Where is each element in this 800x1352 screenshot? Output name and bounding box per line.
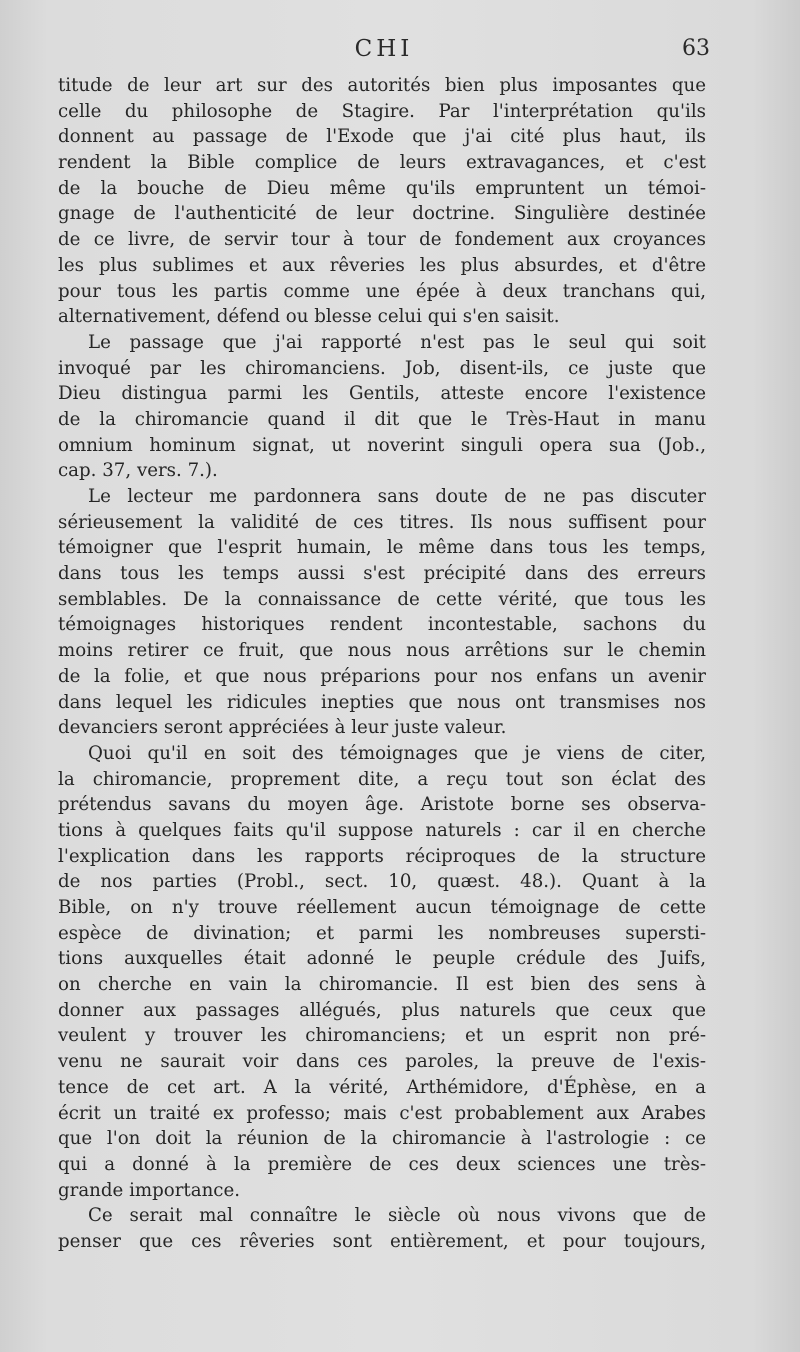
running-title: CHI: [354, 36, 414, 62]
text-line: pour tous les partis comme une épée à deux tranchans qui,: [58, 280, 706, 302]
text-line: prétendus savans du moyen âge. Aristote borne ses observa-: [58, 794, 706, 816]
text-line: dans tous les temps aussi s'est précipité dans des erreurs: [58, 563, 706, 585]
text-line: cap. 37, vers. 7.).: [58, 460, 218, 482]
text-line: les plus sublimes et aux rêveries les plus absurdes, et d'être: [58, 254, 706, 276]
text-line: donnent au passage de l'Exode que j'ai cité plus haut, ils: [58, 126, 706, 148]
text-line: gnage de l'authenticité de leur doctrine. Singulière destinée: [58, 203, 706, 225]
text-line: Dieu distingua parmi les Gentils, atteste encore l'existence: [58, 383, 706, 405]
text-line: témoignages historiques rendent incontestable, sachons du: [58, 614, 706, 636]
text-line: Bible, on n'y trouve réellement aucun témoignage de cette: [58, 897, 706, 918]
text-line: Le passage que j'ai rapporté n'est pas le seul qui soit: [88, 331, 706, 353]
text-line: titude de leur art sur des autorités bien plus imposantes que: [58, 75, 706, 96]
text-line: semblables. De la connaissance de cette vérité, que tous les: [58, 588, 706, 610]
text-line: sérieusement la validité de ces titres. Ils nous suffisent pour: [58, 511, 706, 533]
text-line: tions à quelques faits qu'il suppose naturels : car il en cherche: [58, 819, 706, 841]
text-line: espèce de divination; et parmi les nombreuses supersti-: [58, 922, 706, 944]
text-line: la chiromancie, proprement dite, a reçu tout son éclat des: [58, 768, 706, 790]
text-line: devanciers seront appréciées à leur juste valeur.: [58, 717, 507, 739]
text-line: de la folie, et que nous préparions pour nos enfans un avenir: [58, 665, 706, 687]
text-line: penser que ces rêveries sont entièrement, et pour toujours,: [58, 1230, 706, 1252]
text-line: venu ne saurait voir dans ces paroles, la preuve de l'exis-: [58, 1051, 706, 1073]
text-line: écrit un traité ex professo; mais c'est probablement aux Arabes: [58, 1102, 706, 1124]
text-line: invoqué par les chiromanciens. Job, disent-ils, ce juste que: [58, 357, 706, 379]
text-line: qui a donné à la première de ces deux sciences une très-: [58, 1153, 706, 1175]
text-line: dans lequel les ridicules inepties que nous ont transmises nos: [58, 691, 706, 713]
text-line: de ce livre, de servir tour à tour de fondement aux croyances: [58, 229, 706, 251]
text-line: on cherche en vain la chiromancie. Il est bien des sens à: [58, 974, 706, 996]
text-line: omnium hominum signat, ut noverint singuli opera sua (Job.,: [58, 434, 706, 456]
text-line: veulent y trouver les chiromanciens; et un esprit non pré-: [58, 1025, 706, 1047]
text-line: moins retirer ce fruit, que nous nous arrêtions sur le chemin: [58, 640, 706, 662]
text-line: Quoi qu'il en soit des témoignages que je viens de citer,: [88, 742, 706, 764]
text-line: alternativement, défend ou blesse celui qui s'en saisit.: [58, 306, 560, 328]
text-line: de la bouche de Dieu même qu'ils empruntent un témoi-: [58, 177, 706, 199]
text-line: l'explication dans les rapports réciproques de la structure: [58, 845, 706, 867]
text-line: de nos parties (Probl., sect. 10, quæst. 48.). Quant à la: [58, 871, 706, 893]
text-line: que l'on doit la réunion de la chiromancie à l'astrologie : ce: [58, 1128, 706, 1150]
running-head: [58, 36, 710, 66]
text-line: Ce serait mal connaître le siècle où nous vivons que de: [88, 1205, 706, 1227]
text-line: celle du philosophe de Stagire. Par l'interprétation qu'ils: [58, 100, 706, 122]
text-line: de la chiromancie quand il dit que le Très-Haut in manu: [58, 408, 706, 430]
text-line: tions auxquelles était adonné le peuple crédule des Juifs,: [58, 948, 706, 970]
text-line: tence de cet art. A la vérité, Arthémidore, d'Éphèse, en a: [58, 1076, 706, 1098]
page-number: 63: [682, 36, 710, 61]
text-line: rendent la Bible complice de leurs extravagances, et c'est: [58, 152, 706, 174]
text-line: témoigner que l'esprit humain, le même dans tous les temps,: [58, 537, 706, 559]
text-line: donner aux passages allégués, plus naturels que ceux que: [58, 999, 706, 1021]
text-line: Le lecteur me pardonnera sans doute de ne pas discuter: [88, 486, 706, 507]
text-line: grande importance.: [58, 1179, 241, 1201]
body-text: [58, 73, 706, 1255]
